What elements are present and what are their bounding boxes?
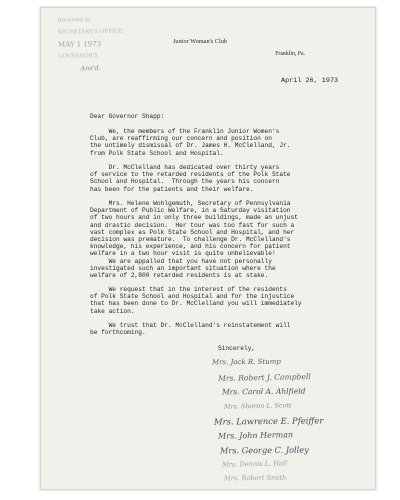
stamp-line: GOVERNOR'S (58, 53, 98, 60)
signature: Mrs. Jack R. Stump (211, 357, 281, 367)
stamp-line: Received in (57, 17, 91, 24)
letter-line: Club, are reaffirming our concern and position on (90, 135, 272, 143)
stamp-date: MAY 1 1973 (57, 39, 102, 49)
letter-line: Department of Public Welfare, in a Saturday visitation (90, 207, 291, 215)
letter-date: April 26, 1973 (281, 77, 339, 85)
letter-line: knowledge, his experience, and his concern for patient (90, 243, 291, 251)
letter-line: We trust that Dr. McClelland's reinstatement will (90, 322, 291, 329)
letter-salutation: Dear Governor Shapp: (90, 113, 165, 120)
letter-line: decision was premature. To challenge Dr. McClelland's (90, 236, 291, 243)
signature: Mrs. Dennis L. Hall (221, 458, 288, 469)
letter-line: Mrs. Helene Wohlgemuth, Secretary of Pennsylvania (90, 200, 291, 207)
letter-line: of two hours and in only three buildings, made an unjust (90, 214, 298, 222)
letter-line: of service to the retarded residents of the Polk State (90, 171, 291, 179)
letter-line: welfare of 2,800 retarded residents is at stake. (90, 272, 269, 280)
signature: Mrs. George C. Jolley (219, 444, 309, 456)
letter-line: We request that in the interest of the residents (90, 286, 287, 293)
letter-line: School and Hospital. Through the years his concern (90, 178, 280, 186)
received-stamp (57, 13, 144, 76)
letter-line: We are appalled that you have not personally (90, 258, 272, 265)
letter-line: that has been done to Dr. McClelland you will immediately (90, 300, 302, 308)
letter-line: be forthcoming. (90, 329, 146, 337)
signature: Mrs. Robert Smith (223, 473, 287, 483)
signature: Mrs. John Herman (217, 429, 294, 441)
letterhead-city: Franklin, Pa. (275, 51, 305, 57)
signature: Mrs. Carol A. Ahlfield (221, 386, 306, 397)
letter-line: vast complex as Polk State School and Hospital, and her (90, 228, 295, 236)
stamp-line: SECRETARY'S OFFICE (57, 28, 123, 36)
signature: Mrs. Sharon L. Scott (223, 400, 292, 411)
letter-line: We, the members of the Franklin Junior Women's (90, 128, 280, 135)
letter-closing: Sincerely, (218, 345, 256, 352)
letter-line: of Polk State School and Hospital and for the injustice (90, 293, 295, 301)
letter-line: investigated such an important situation where the (90, 265, 276, 273)
letter-line: welfare in a two hour visit is quite unbelievable! (90, 250, 276, 258)
signature: Mrs. Robert J. Campbell (217, 371, 311, 383)
letter-line: the untimely dismissal of Dr. James H. McClelland, Jr. (90, 142, 291, 150)
letter-line: Dr. McClelland has dedicated over thirty years (90, 164, 280, 171)
letter-line: has been for the patients and their welfare. (90, 185, 254, 193)
letter-line: and drastic decision. Her tour was too fast for such a (90, 221, 295, 229)
signature: Mrs. Lawrence E. Pfeiffer (213, 415, 324, 427)
letter-line: take action. (90, 307, 135, 315)
letterhead-organization: Junior Woman's Club (172, 38, 228, 45)
stamp-initials: Ans'd. (80, 64, 101, 73)
letter-line: from Polk State School and Hospital. (90, 149, 224, 157)
